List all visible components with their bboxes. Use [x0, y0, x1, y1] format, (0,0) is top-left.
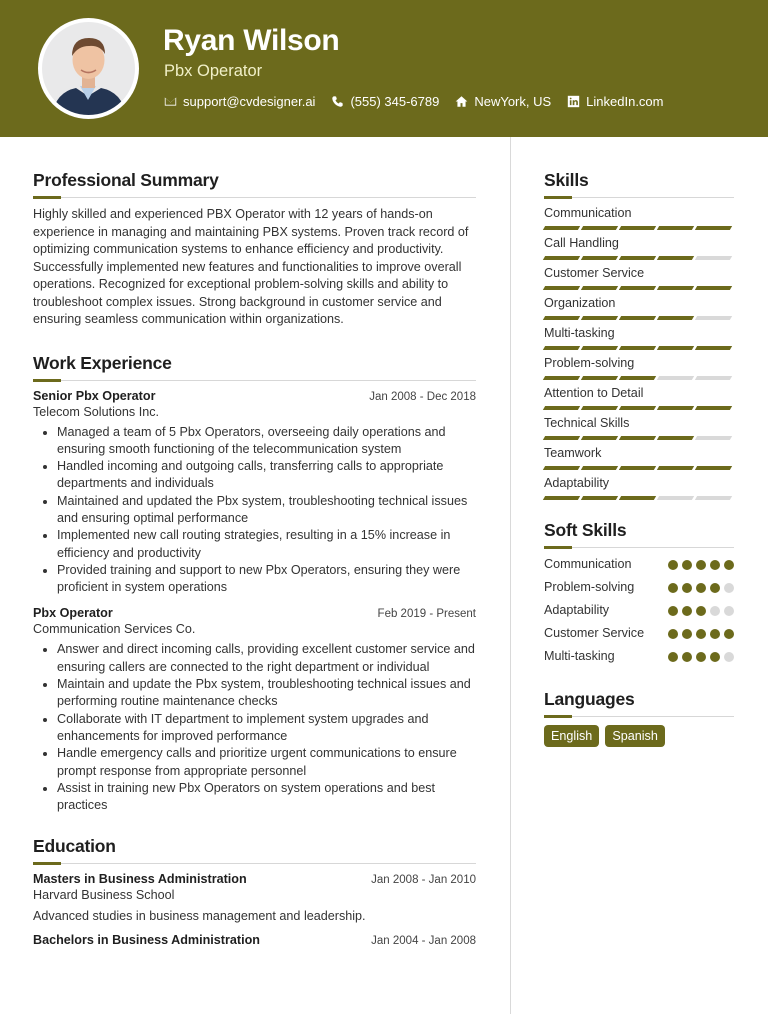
summary-text: Highly skilled and experienced PBX Operator with 12 years of hands-on experience in managing and maintaining PBX systems. Proven track record of optimizing communication systems to enhance efficiency and productivity. Successfully implemented new features and functionalities to improve overall operations. Recognized for exceptional problem-solving skills and ability to troubleshoot complex issues. Strong background in customer service and ensuring seamless communication within organizations. [33, 207, 469, 326]
education-entry [33, 872, 476, 923]
job-bullet: Maintained and updated the Pbx system, troubleshooting technical issues and ensuring optimal performance [41, 493, 476, 528]
soft-skill-name: Customer Service [544, 626, 645, 640]
skill-level-segment [657, 226, 694, 230]
skill-level-segment [657, 466, 694, 470]
contact-phone-text: (555) 345-6789 [350, 94, 440, 109]
contact-email-text: support@cvdesigner.ai [183, 94, 316, 109]
profile-photo [42, 22, 135, 115]
rating-dot [682, 560, 692, 570]
skill-name: Problem-solving [544, 356, 635, 370]
section-rule [33, 380, 476, 381]
education-section [33, 836, 476, 947]
contact-email[interactable] [164, 94, 315, 109]
contact-location-text: NewYork, US [474, 94, 552, 109]
main-column [33, 170, 476, 947]
education-degree: Masters in Business Administration [33, 872, 247, 887]
skill-level-segment [543, 286, 580, 290]
skills-list [544, 206, 734, 500]
job-dates: Feb 2019 - Present [377, 608, 476, 621]
skill-item [544, 476, 734, 500]
soft-skill-rating [668, 560, 734, 570]
rating-dot [668, 606, 678, 616]
rating-dot [724, 583, 734, 593]
skill-level-segment [657, 346, 694, 350]
skill-level-segment [581, 346, 618, 350]
skill-level-segment [695, 436, 732, 440]
rating-dot [682, 606, 692, 616]
experience-section [33, 353, 476, 815]
skill-level-segment [657, 406, 694, 410]
skill-level-segment [581, 226, 618, 230]
contact-list [164, 94, 664, 109]
job-bullet: Handled incoming and outgoing calls, transferring calls to appropriate departments and individuals [41, 458, 476, 493]
skill-level-meter [544, 286, 734, 290]
job-bullet: Maintain and update the Pbx system, troubleshooting technical issues and performing routine maintenance checks [41, 676, 476, 711]
job-bullet: Collaborate with IT department to implement system upgrades and enhancements for improved performance [41, 711, 476, 746]
skill-level-meter [544, 466, 734, 470]
candidate-title: Pbx Operator [164, 62, 263, 80]
soft-skills-list [544, 556, 734, 665]
job-entry [33, 606, 476, 814]
skill-level-meter [544, 496, 734, 500]
skill-item [544, 446, 734, 470]
resume-header [0, 0, 768, 137]
home-icon [455, 95, 468, 108]
skill-level-segment [695, 406, 732, 410]
envelope-icon [164, 95, 177, 108]
rating-dot [710, 583, 720, 593]
skill-level-meter [544, 376, 734, 380]
soft-skill-name: Adaptability [544, 603, 610, 617]
job-role: Senior Pbx Operator [33, 388, 156, 403]
soft-skill-item [544, 602, 734, 619]
skill-item [544, 296, 734, 320]
job-bullet: Assist in training new Pbx Operators on system operations and best practices [41, 780, 476, 815]
job-entry [33, 389, 476, 597]
job-bullets [33, 641, 476, 814]
rating-dot [668, 652, 678, 662]
skill-level-segment [619, 316, 656, 320]
summary-heading: Professional Summary [33, 170, 219, 190]
education-list [33, 872, 476, 947]
skill-level-segment [695, 316, 732, 320]
rating-dot [696, 606, 706, 616]
soft-skill-rating [668, 652, 734, 662]
language-list [544, 725, 734, 747]
soft-skills-heading: Soft Skills [544, 520, 627, 540]
rating-dot [724, 560, 734, 570]
skill-level-segment [619, 466, 656, 470]
section-rule [33, 863, 476, 864]
sidebar-column [544, 170, 734, 747]
job-list [33, 389, 476, 815]
section-rule [544, 197, 734, 198]
education-entry [33, 933, 476, 947]
rating-dot [668, 583, 678, 593]
education-dates: Jan 2008 - Jan 2010 [371, 874, 476, 887]
skill-level-meter [544, 226, 734, 230]
skill-level-segment [695, 286, 732, 290]
skill-name: Organization [544, 296, 616, 310]
skill-item [544, 326, 734, 350]
skill-level-segment [619, 226, 656, 230]
skill-level-segment [695, 256, 732, 260]
soft-skill-item [544, 556, 734, 573]
job-header [33, 606, 476, 620]
soft-skill-name: Problem-solving [544, 580, 635, 594]
contact-linkedin[interactable] [567, 94, 663, 109]
skill-item [544, 356, 734, 380]
skill-item [544, 416, 734, 440]
soft-skill-rating [668, 629, 734, 639]
rating-dot [668, 560, 678, 570]
job-header [33, 389, 476, 403]
skill-level-meter [544, 406, 734, 410]
skill-level-segment [581, 466, 618, 470]
education-school: Harvard Business School [33, 888, 175, 903]
soft-skill-item [544, 579, 734, 596]
avatar [38, 18, 139, 119]
skill-name: Teamwork [544, 446, 602, 460]
rating-dot [696, 652, 706, 662]
skill-level-segment [581, 406, 618, 410]
skill-level-segment [543, 466, 580, 470]
languages-section [544, 689, 734, 747]
summary-section [33, 170, 476, 329]
skill-level-segment [695, 496, 732, 500]
rating-dot [696, 560, 706, 570]
rating-dot [724, 606, 734, 616]
job-company: Communication Services Co. [33, 622, 196, 637]
job-bullet: Managed a team of 5 Pbx Operators, overseeing daily operations and ensuring smooth functioning of the telecommunication system [41, 424, 476, 459]
skills-section [544, 170, 734, 500]
skill-item [544, 206, 734, 230]
skill-level-segment [619, 376, 656, 380]
education-header [33, 872, 476, 886]
skill-level-segment [619, 256, 656, 260]
rating-dot [710, 652, 720, 662]
skill-level-segment [657, 286, 694, 290]
job-bullet: Provided training and support to new Pbx Operators, ensuring they were proficient in system operations [41, 562, 476, 597]
rating-dot [696, 583, 706, 593]
skill-level-segment [581, 436, 618, 440]
education-description: Advanced studies in business management and leadership. [33, 909, 366, 924]
soft-skills-section [544, 520, 734, 665]
skill-name: Attention to Detail [544, 386, 644, 400]
rating-dot [668, 629, 678, 639]
skill-level-segment [581, 316, 618, 320]
job-bullet: Answer and direct incoming calls, providing excellent customer service and ensuring callers are connected to the right department or individual [41, 641, 476, 676]
skill-level-segment [543, 316, 580, 320]
skill-level-segment [695, 376, 732, 380]
skill-level-segment [657, 496, 694, 500]
skill-level-segment [619, 436, 656, 440]
rating-dot [682, 652, 692, 662]
job-bullet: Handle emergency calls and prioritize urgent communications to ensure prompt response from appropriate personnel [41, 745, 476, 780]
skill-name: Technical Skills [544, 416, 630, 430]
skill-level-meter [544, 256, 734, 260]
skill-level-meter [544, 436, 734, 440]
education-degree: Bachelors in Business Administration [33, 933, 260, 948]
rating-dot [710, 629, 720, 639]
skill-level-segment [581, 256, 618, 260]
skill-level-segment [543, 406, 580, 410]
skill-level-segment [619, 286, 656, 290]
skill-level-segment [657, 316, 694, 320]
soft-skill-name: Communication [544, 557, 632, 571]
skill-level-segment [543, 256, 580, 260]
skill-level-segment [581, 376, 618, 380]
skill-level-segment [695, 346, 732, 350]
skill-level-segment [543, 436, 580, 440]
soft-skill-rating [668, 583, 734, 593]
skill-item [544, 386, 734, 410]
column-divider [510, 137, 511, 1014]
skill-name: Customer Service [544, 266, 645, 280]
rating-dot [710, 606, 720, 616]
skill-item [544, 236, 734, 260]
job-role: Pbx Operator [33, 606, 113, 621]
section-rule [544, 716, 734, 717]
skill-level-segment [657, 376, 694, 380]
skill-level-segment [657, 436, 694, 440]
candidate-name: Ryan Wilson [163, 24, 340, 57]
skill-level-segment [543, 346, 580, 350]
education-heading: Education [33, 836, 116, 857]
skill-level-segment [657, 256, 694, 260]
section-rule [33, 197, 476, 198]
contact-location [455, 94, 551, 109]
contact-linkedin-text: LinkedIn.com [586, 94, 664, 109]
language-badge: Spanish [605, 725, 665, 747]
linkedin-icon [567, 95, 580, 108]
language-badge: English [544, 725, 599, 747]
skill-level-segment [581, 496, 618, 500]
skill-level-segment [619, 496, 656, 500]
section-rule [544, 547, 734, 548]
education-dates: Jan 2004 - Jan 2008 [371, 935, 476, 948]
rating-dot [724, 629, 734, 639]
skill-level-segment [695, 226, 732, 230]
rating-dot [682, 629, 692, 639]
skills-heading: Skills [544, 170, 589, 190]
phone-icon [331, 95, 344, 108]
languages-heading: Languages [544, 689, 635, 709]
skill-level-segment [619, 406, 656, 410]
skill-name: Adaptability [544, 476, 610, 490]
experience-heading: Work Experience [33, 352, 172, 373]
job-bullet: Implemented new call routing strategies, resulting in a 15% increase in efficiency and productivity [41, 527, 476, 562]
soft-skill-item [544, 648, 734, 665]
job-bullets [33, 424, 476, 597]
rating-dot [724, 652, 734, 662]
job-company: Telecom Solutions Inc. [33, 404, 159, 419]
skill-level-segment [695, 466, 732, 470]
skill-name: Multi-tasking [544, 326, 615, 340]
skill-level-meter [544, 316, 734, 320]
contact-phone[interactable] [331, 94, 439, 109]
soft-skill-item [544, 625, 734, 642]
skill-level-segment [543, 226, 580, 230]
skill-level-segment [581, 286, 618, 290]
skill-name: Call Handling [544, 236, 619, 250]
rating-dot [710, 560, 720, 570]
skill-item [544, 266, 734, 290]
rating-dot [682, 583, 692, 593]
job-dates: Jan 2008 - Dec 2018 [369, 390, 476, 403]
education-header [33, 933, 476, 947]
rating-dot [696, 629, 706, 639]
skill-level-segment [543, 496, 580, 500]
soft-skill-name: Multi-tasking [544, 649, 615, 663]
skill-name: Communication [544, 206, 632, 220]
skill-level-meter [544, 346, 734, 350]
skill-level-segment [619, 346, 656, 350]
skill-level-segment [543, 376, 580, 380]
soft-skill-rating [668, 606, 734, 616]
